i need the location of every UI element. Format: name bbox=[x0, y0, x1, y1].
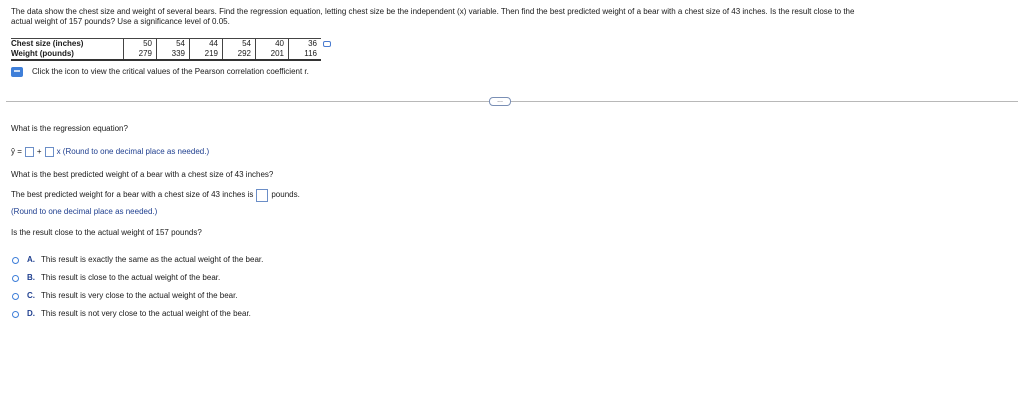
question-close-to-actual: Is the result close to the actual weight of 157 pounds? bbox=[11, 228, 202, 237]
predicted-weight-suffix: pounds. bbox=[271, 190, 300, 199]
empty-cell bbox=[321, 49, 331, 60]
slope-input[interactable] bbox=[45, 147, 54, 157]
bear-data-table bbox=[11, 38, 331, 61]
more-button[interactable]: ... bbox=[489, 97, 511, 106]
question-predicted-weight: What is the best predicted weight of a bear with a chest size of 43 inches? bbox=[11, 170, 274, 179]
table-cell: 279 bbox=[124, 49, 157, 60]
regression-equation-row bbox=[11, 146, 212, 158]
option-text[interactable]: This result is exactly the same as the actual weight of the bear. bbox=[41, 255, 264, 264]
x-round-note: x (Round to one decimal place as needed.) bbox=[56, 147, 210, 156]
option-text[interactable]: This result is close to the actual weight of the bear. bbox=[41, 273, 221, 282]
table-cell: 292 bbox=[223, 49, 256, 60]
option-b[interactable] bbox=[12, 273, 220, 283]
row-header: Weight (pounds) bbox=[11, 49, 124, 60]
question-regression: What is the regression equation? bbox=[11, 124, 128, 133]
radio-d[interactable] bbox=[12, 311, 19, 318]
table-cell: 201 bbox=[256, 49, 289, 60]
predicted-weight-row bbox=[11, 188, 300, 202]
option-text[interactable]: This result is very close to the actual weight of the bear. bbox=[41, 291, 238, 300]
problem-text-line-1: The data show the chest size and weight of several bears. Find the regression equation, letting chest size be the independent (x) variable. Then find the best predicted weight of a bear with a chest size of 43 inches. Is the result close to the bbox=[11, 7, 855, 16]
radio-b[interactable] bbox=[12, 275, 19, 282]
table-cell: 339 bbox=[157, 49, 190, 60]
option-letter: B. bbox=[27, 273, 35, 282]
row-header: Chest size (inches) bbox=[11, 39, 124, 50]
option-letter: C. bbox=[27, 291, 35, 300]
table-cell: 54 bbox=[157, 39, 190, 50]
section-divider bbox=[6, 101, 1018, 102]
book-icon[interactable] bbox=[11, 67, 23, 77]
table-cell: 40 bbox=[256, 39, 289, 50]
option-text[interactable]: This result is not very close to the actual weight of the bear. bbox=[41, 309, 251, 318]
predicted-weight-prefix: The best predicted weight for a bear with a chest size of 43 inches is bbox=[11, 190, 254, 199]
table-cell: 116 bbox=[289, 49, 322, 60]
option-d[interactable] bbox=[12, 309, 251, 319]
problem-text-line-2: actual weight of 157 pounds? Use a significance level of 0.05. bbox=[11, 17, 230, 26]
table-cell: 36 bbox=[289, 39, 322, 50]
option-letter: D. bbox=[27, 309, 35, 318]
problem-statement bbox=[11, 7, 1011, 27]
table-cell: 50 bbox=[124, 39, 157, 50]
critical-values-link[interactable]: Click the icon to view the critical values of the Pearson correlation coefficient r. bbox=[32, 67, 309, 76]
table-row-weight bbox=[11, 49, 331, 60]
option-letter: A. bbox=[27, 255, 35, 264]
intercept-input[interactable] bbox=[25, 147, 34, 157]
critical-values-row[interactable] bbox=[11, 67, 309, 77]
radio-a[interactable] bbox=[12, 257, 19, 264]
plus-sign: + bbox=[36, 147, 42, 156]
round-note: (Round to one decimal place as needed.) bbox=[11, 207, 158, 216]
table-cell: 44 bbox=[190, 39, 223, 50]
table-cell: 54 bbox=[223, 39, 256, 50]
copy-cell[interactable] bbox=[321, 39, 331, 50]
table-row-chest-size bbox=[11, 39, 331, 50]
option-a[interactable] bbox=[12, 255, 263, 265]
predicted-weight-input[interactable] bbox=[256, 189, 268, 202]
radio-c[interactable] bbox=[12, 293, 19, 300]
option-c[interactable] bbox=[12, 291, 238, 301]
copy-data-icon[interactable] bbox=[323, 41, 331, 47]
table-cell: 219 bbox=[190, 49, 223, 60]
y-hat-label: ŷ = bbox=[11, 147, 22, 156]
